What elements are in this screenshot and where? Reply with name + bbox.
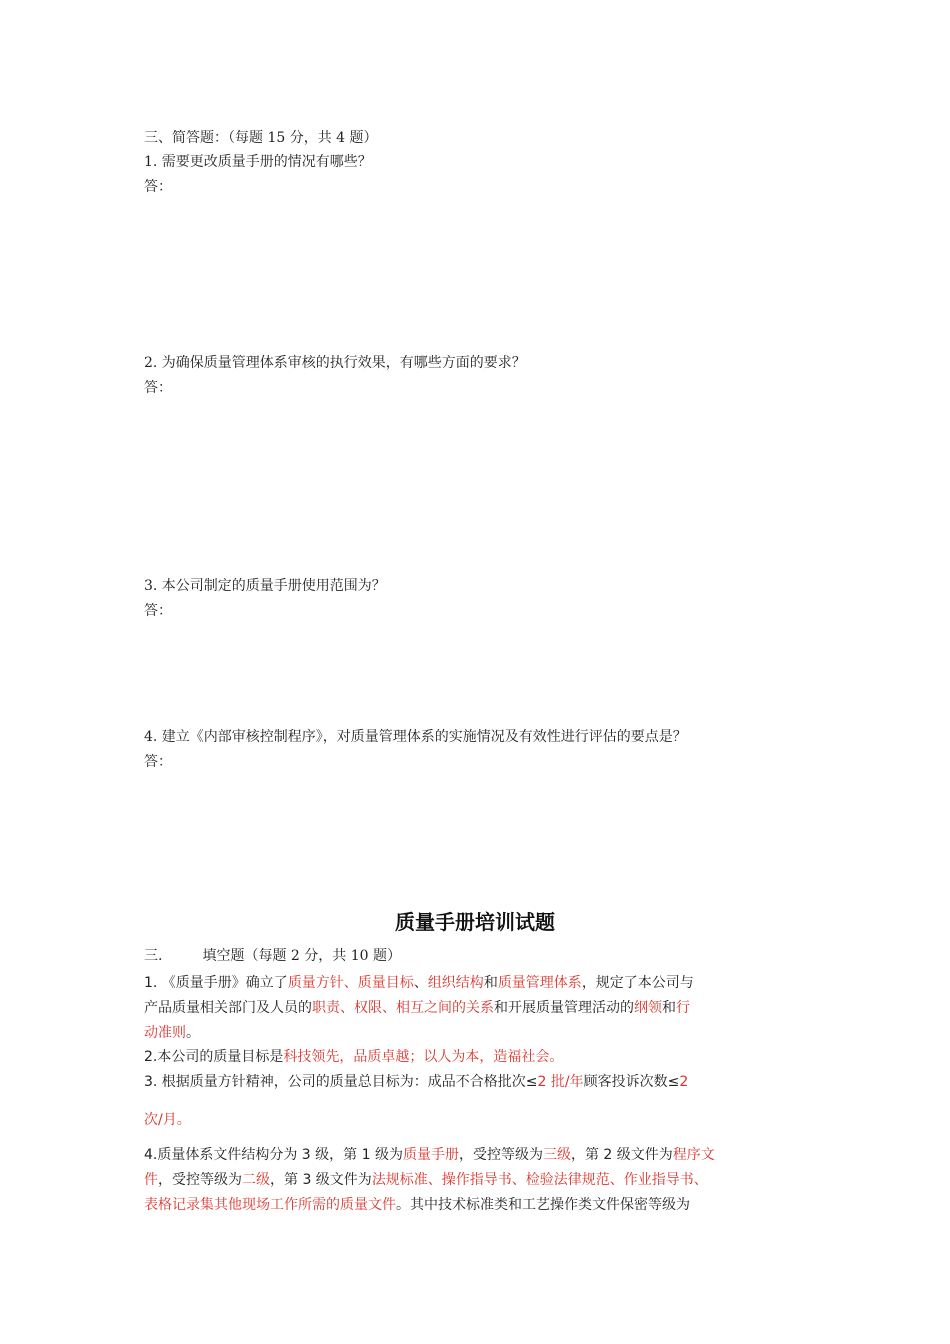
fill-answer: 质量方针、质量目标 <box>287 975 414 991</box>
fill-answer: 组织结构 <box>427 975 484 991</box>
fill-answer: 件 <box>144 1172 158 1188</box>
fill-q4-line1 <box>144 1143 810 1167</box>
question-3: 3. 本公司制定的质量手册使用范围为？ <box>144 578 386 594</box>
answer-label-1: 答： <box>144 179 172 195</box>
fill-q4-line2 <box>144 1168 810 1192</box>
fill-text: ，受控等级为 <box>458 1147 543 1163</box>
page-title: 质量手册培训试题 <box>395 910 555 934</box>
fill-text: 。其中技术标准类和工艺操作类文件保密等级为 <box>396 1197 690 1213</box>
fill-text: 1. 《质量手册》确立了 <box>144 975 288 991</box>
fill-answer: 科技领先，品质卓越；以人为本，造福社会。 <box>283 1049 564 1065</box>
fill-text: ，规定了本公司与 <box>581 975 694 991</box>
question-4: 4. 建立《内部审核控制程序》，对质量管理体系的实施情况及有效性进行评估的要点是？ <box>144 729 687 745</box>
fill-text: 和 <box>662 1000 676 1016</box>
fill-q1-line3 <box>144 1021 810 1045</box>
fill-answer: 2 <box>679 1074 689 1090</box>
fill-q1-line2 <box>144 996 810 1020</box>
fill-text: 2.本公司的质量目标是 <box>144 1049 284 1065</box>
question-1: 1. 需要更改质量手册的情况有哪些？ <box>144 154 372 170</box>
fill-text: 。 <box>186 1025 200 1041</box>
fill-text: 产品质量相关部门及人员的 <box>144 1000 312 1016</box>
fill-answer: 质量管理体系 <box>497 975 582 991</box>
fill-text: 和开展质量管理活动的 <box>494 1000 634 1016</box>
fill-q2 <box>144 1045 810 1069</box>
fill-answer: 表格记录集其他现场工作所需的质量文件 <box>144 1197 396 1213</box>
fill-heading <box>144 945 401 967</box>
fill-text: ，第 3 级文件为 <box>270 1172 372 1188</box>
fill-q3-line2 <box>144 1108 810 1132</box>
fill-text: 4.质量体系文件结构分为 3 级，第 1 级为 <box>144 1147 403 1163</box>
answer-label-2: 答： <box>144 380 172 396</box>
fill-answer: 行 <box>676 1000 690 1016</box>
fill-text: ，受控等级为 <box>158 1172 242 1188</box>
fill-answer: 三级 <box>542 1147 571 1163</box>
fill-text: ，第 2 级文件为 <box>570 1147 673 1163</box>
fill-answer: 质量手册 <box>402 1147 459 1163</box>
fill-text: 和 <box>483 975 498 991</box>
fill-text: 、 <box>413 975 428 991</box>
fill-heading-text: 填空题（每题 2 分，共 10 题） <box>202 948 401 964</box>
fill-answer: 次/月。 <box>144 1112 191 1128</box>
section-heading: 三、简答题：（每题 15 分，共 4 题） <box>144 130 378 146</box>
answer-label-4: 答： <box>144 754 172 770</box>
fill-answer: 职责、权限、相互之间的关系 <box>312 1000 494 1016</box>
question-2: 2. 为确保质量管理体系审核的执行效果，有哪些方面的要求？ <box>144 355 526 371</box>
fill-answer: 纲领 <box>634 1000 662 1016</box>
fill-answer: 动准则 <box>144 1025 186 1041</box>
fill-q4-line3 <box>144 1193 810 1217</box>
fill-text: 顾客投诉次数≤ <box>583 1074 680 1090</box>
fill-answer: 程序文 <box>672 1147 715 1163</box>
fill-q3-line1 <box>144 1070 810 1094</box>
fill-answer: 2 批/年 <box>537 1074 584 1090</box>
answer-label-3: 答： <box>144 603 172 619</box>
fill-q1-line1 <box>144 971 810 995</box>
fill-text: 3. 根据质量方针精神，公司的质量总目标为：成品不合格批次≤ <box>144 1074 538 1090</box>
fill-heading-number: 三. <box>144 948 163 964</box>
fill-answer: 二级 <box>242 1172 270 1188</box>
fill-answer: 法规标准、操作指导书、检验法律规范、作业指导书、 <box>371 1172 708 1188</box>
